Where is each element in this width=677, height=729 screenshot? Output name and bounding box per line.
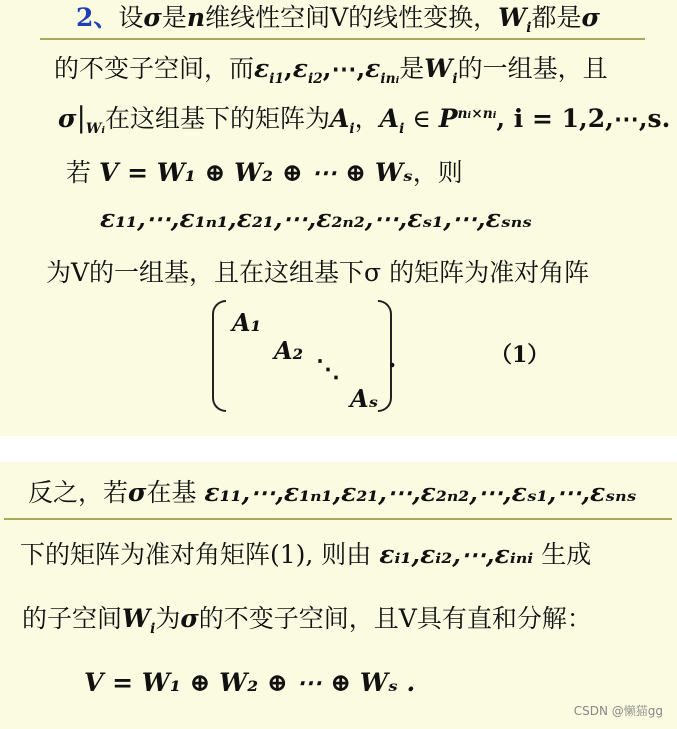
direct-sum-equation: V = W₁ ⊕ W₂ ⊕ ⋯ ⊕ Wₛ . [84, 668, 416, 697]
converse-line-2: 下的矩阵为准对角矩阵(1), 则由 εᵢ₁,εᵢ₂,⋯,εᵢₙᵢ 生成 [20, 540, 592, 569]
matrix-entry-a1: A₁ [232, 308, 262, 337]
matrix-period: . [388, 344, 397, 373]
block-diagonal-matrix [212, 300, 400, 412]
theorem-line-3: $\sigma|_{Wi}$在这组基下的矩阵为$A_i$，$A_i$ ∈ $P^{ni\times ni}$, i = 1,2,⋯,s. [58, 101, 671, 137]
divider-rule [4, 518, 672, 520]
equation-number: （1） [490, 342, 550, 368]
theorem-line-4: 若 V = W₁ ⊕ W₂ ⊕ ⋯ ⊕ Wₛ，则 [66, 158, 463, 187]
theorem-line-2: 的不变子空间，而$\varepsilon_{i1},\varepsilon_{i2},\cdots,\varepsilon_{ini}$是$W_i$的一组基，且 [54, 54, 608, 87]
converse-line-3: 的子空间$W_i$为σ的不变子空间，且V具有直和分解： [22, 604, 592, 637]
converse-panel [0, 462, 677, 729]
converse-line-1: 反之，若σ在基 ε₁₁,⋯,ε₁ₙ₁,ε₂₁,⋯,ε₂ₙ₂,⋯,εₛ₁,⋯,εₛₙₛ [28, 478, 637, 507]
divider-rule [40, 38, 645, 40]
theorem-line-6: 为V的一组基，且在这组基下σ 的矩阵为准对角阵 [46, 258, 590, 287]
section-number: 2、 [76, 3, 119, 32]
matrix-dots: ⋱ [316, 354, 340, 383]
basis-sequence: ε₁₁,⋯,ε₁ₙ₁,ε₂₁,⋯,ε₂ₙ₂,⋯,εₛ₁,⋯,εₛₙₛ [100, 204, 533, 233]
matrix-entry-a2: A₂ [274, 336, 304, 365]
watermark: CSDN @懒猫gg [573, 704, 663, 718]
left-parenthesis [212, 300, 226, 412]
matrix-entry-as: Aₛ [350, 384, 379, 413]
theorem-heading: 2、设σ是n维线性空间V的线性变换，$W_i$都是σ [76, 3, 600, 36]
